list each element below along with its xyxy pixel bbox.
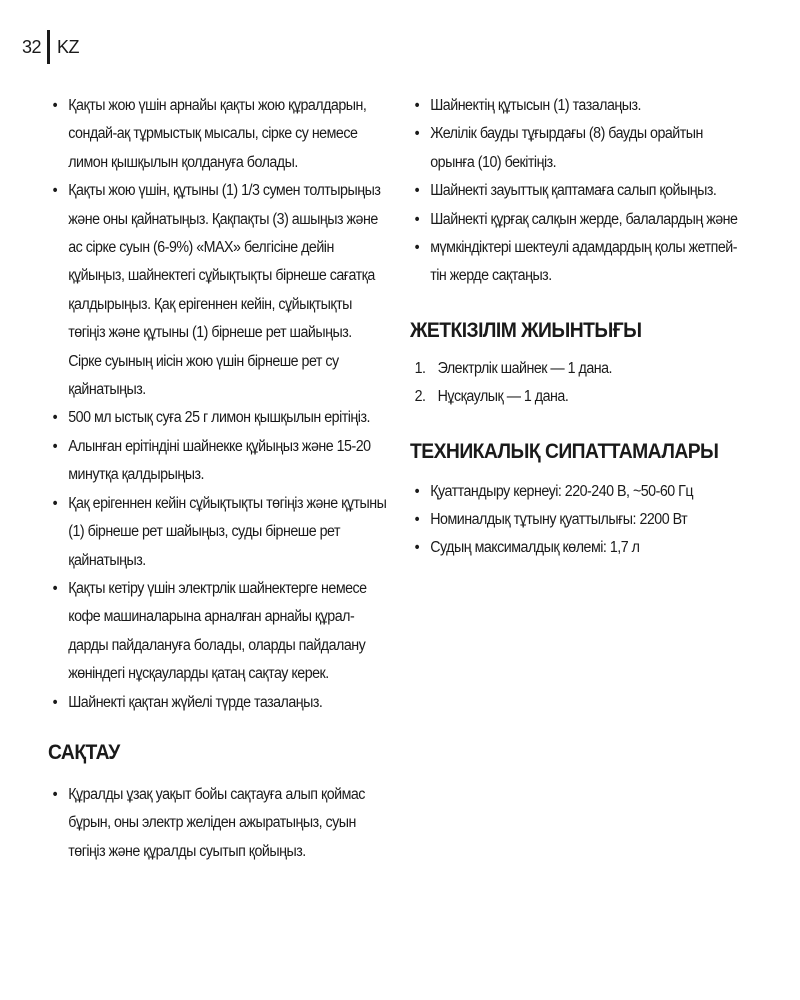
item-number: 2. bbox=[414, 388, 426, 406]
bullet-icon: • bbox=[52, 97, 58, 114]
bullet-icon: • bbox=[52, 579, 58, 597]
list-item bbox=[48, 781, 387, 866]
list-item-text: Нұсқаулық — 1 дана. bbox=[437, 388, 569, 406]
list-item-text: Шайнекті зауыттық қаптамаға салып қойыңыз. bbox=[430, 182, 717, 200]
storage-list bbox=[48, 781, 387, 866]
list-item bbox=[48, 575, 387, 689]
bullet-icon: • bbox=[52, 693, 58, 711]
item-number: 1. bbox=[414, 359, 426, 377]
list-item-text: Құралды ұзақ уақыт бойы сақтауға алып қоймас бұрын, оны электр желіден ажыратыңыз, суын төгіңіз және құралды суытып қойыңыз. bbox=[68, 785, 365, 860]
list-item bbox=[410, 506, 743, 534]
list-item bbox=[410, 92, 743, 120]
list-item-text: Алынған ерітіндіні шайнекке құйыңыз және 15-20 минутқа қалдырыңыз. bbox=[68, 437, 371, 484]
list-item-text: Қақты жою үшін, құтыны (1) 1/3 сумен толтырыңыз және оны қайнатыңыз. Қақпақты (3) ашыңыз және ас сірке суын (6-9%) «MAX» белгісіне дейін құйыңыз, шайнектегі сұйықтықты бірнеше сағатқа қалдырыңыз. Қақ ерігеннен кейін, сұйықтықты төгіңіз және құтыны (1) бірнеше рет шайыңыз. Сірке суының иісін жою үшін бірнеше рет су қайнатыңыз. bbox=[68, 182, 381, 399]
list-item bbox=[48, 433, 387, 490]
bullet-icon: • bbox=[52, 409, 58, 427]
delivery-heading: ЖЕТКІЗІЛІМ ЖИЫНТЫҒЫ bbox=[410, 318, 642, 342]
list-item-text: Номиналдық тұтыну қуаттылығы: 2200 Вт bbox=[430, 511, 688, 529]
list-item-text: Шайнекті қақтан жүйелі түрде тазалаңыз. bbox=[68, 693, 323, 711]
list-item bbox=[410, 234, 743, 291]
list-item-text: Электрлік шайнек — 1 дана. bbox=[437, 359, 613, 377]
list-item-text: Қақты жою үшін арнайы қақты жою құралдарын, сондай-ақ тұрмыстық мысалы, сірке су немесе лимон қышқылын қолдануға болады. bbox=[68, 97, 367, 171]
bullet-icon: • bbox=[414, 182, 420, 200]
list-item bbox=[410, 478, 743, 506]
bullet-icon: • bbox=[414, 511, 420, 529]
list-item-text: Желілік бауды тұғырдағы (8) бауды орайтын орынға (10) бекітіңіз. bbox=[430, 125, 703, 171]
cleaning-list bbox=[48, 92, 387, 717]
list-item bbox=[410, 355, 743, 383]
list-item bbox=[410, 383, 743, 411]
specs-list bbox=[410, 478, 743, 563]
list-item-text: Қуаттандыру кернеуі: 220-240 В, ~50-60 Гц bbox=[430, 482, 694, 500]
list-item bbox=[410, 206, 743, 234]
bullet-icon: • bbox=[52, 182, 58, 200]
bullet-icon: • bbox=[414, 97, 420, 114]
list-item bbox=[410, 534, 743, 562]
list-item bbox=[48, 92, 387, 177]
storage-list-continued bbox=[410, 92, 743, 291]
list-item bbox=[48, 689, 387, 717]
left-column bbox=[48, 92, 387, 866]
bullet-icon: • bbox=[414, 239, 420, 257]
bullet-icon: • bbox=[52, 437, 58, 455]
delivery-list bbox=[410, 355, 743, 412]
page-number: 32 bbox=[22, 37, 42, 57]
list-item-text: Қақты кетіру үшін электрлік шайнектерге немесе кофе машиналарына арналған арнайы құрал-дарды пайдалануға болады, оларды пайдалану жөніндегі нұсқауларды қатаң сақтау керек. bbox=[68, 579, 367, 683]
language-code: KZ bbox=[57, 37, 80, 57]
list-item bbox=[410, 120, 743, 177]
list-item-text: Шайнектің құтысын (1) тазалаңыз. bbox=[430, 97, 642, 114]
right-column bbox=[410, 92, 743, 563]
list-item-text: 500 мл ыстық суға 25 г лимон қышқылын ерітіңіз. bbox=[68, 409, 370, 427]
bullet-icon: • bbox=[414, 210, 420, 228]
bullet-icon: • bbox=[414, 482, 420, 500]
list-item bbox=[48, 404, 387, 432]
list-item-text: Қақ ерігеннен кейін сұйықтықты төгіңіз және құтыны (1) бірнеше рет шайыңыз, суды бірнеше рет қайнатыңыз. bbox=[68, 494, 387, 569]
storage-heading: САҚТАУ bbox=[48, 740, 120, 764]
specs-heading: ТЕХНИКАЛЫҚ СИПАТТАМАЛАРЫ bbox=[410, 439, 719, 463]
list-item-text: Шайнекті құрғақ салқын жерде, балалардың және bbox=[430, 210, 738, 228]
page-header bbox=[22, 30, 79, 64]
list-item bbox=[410, 177, 743, 205]
bullet-icon: • bbox=[52, 494, 58, 512]
list-item bbox=[48, 177, 387, 404]
bullet-icon: • bbox=[414, 125, 420, 143]
list-item-text: мүмкіндіктері шектеулі адамдардың қолы жетпей-тін жерде сақтаңыз. bbox=[430, 239, 737, 285]
bullet-icon: • bbox=[52, 785, 58, 803]
list-item bbox=[48, 490, 387, 575]
list-item-text: Судың максималдық көлемі: 1,7 л bbox=[430, 539, 640, 557]
bullet-icon: • bbox=[414, 539, 420, 557]
